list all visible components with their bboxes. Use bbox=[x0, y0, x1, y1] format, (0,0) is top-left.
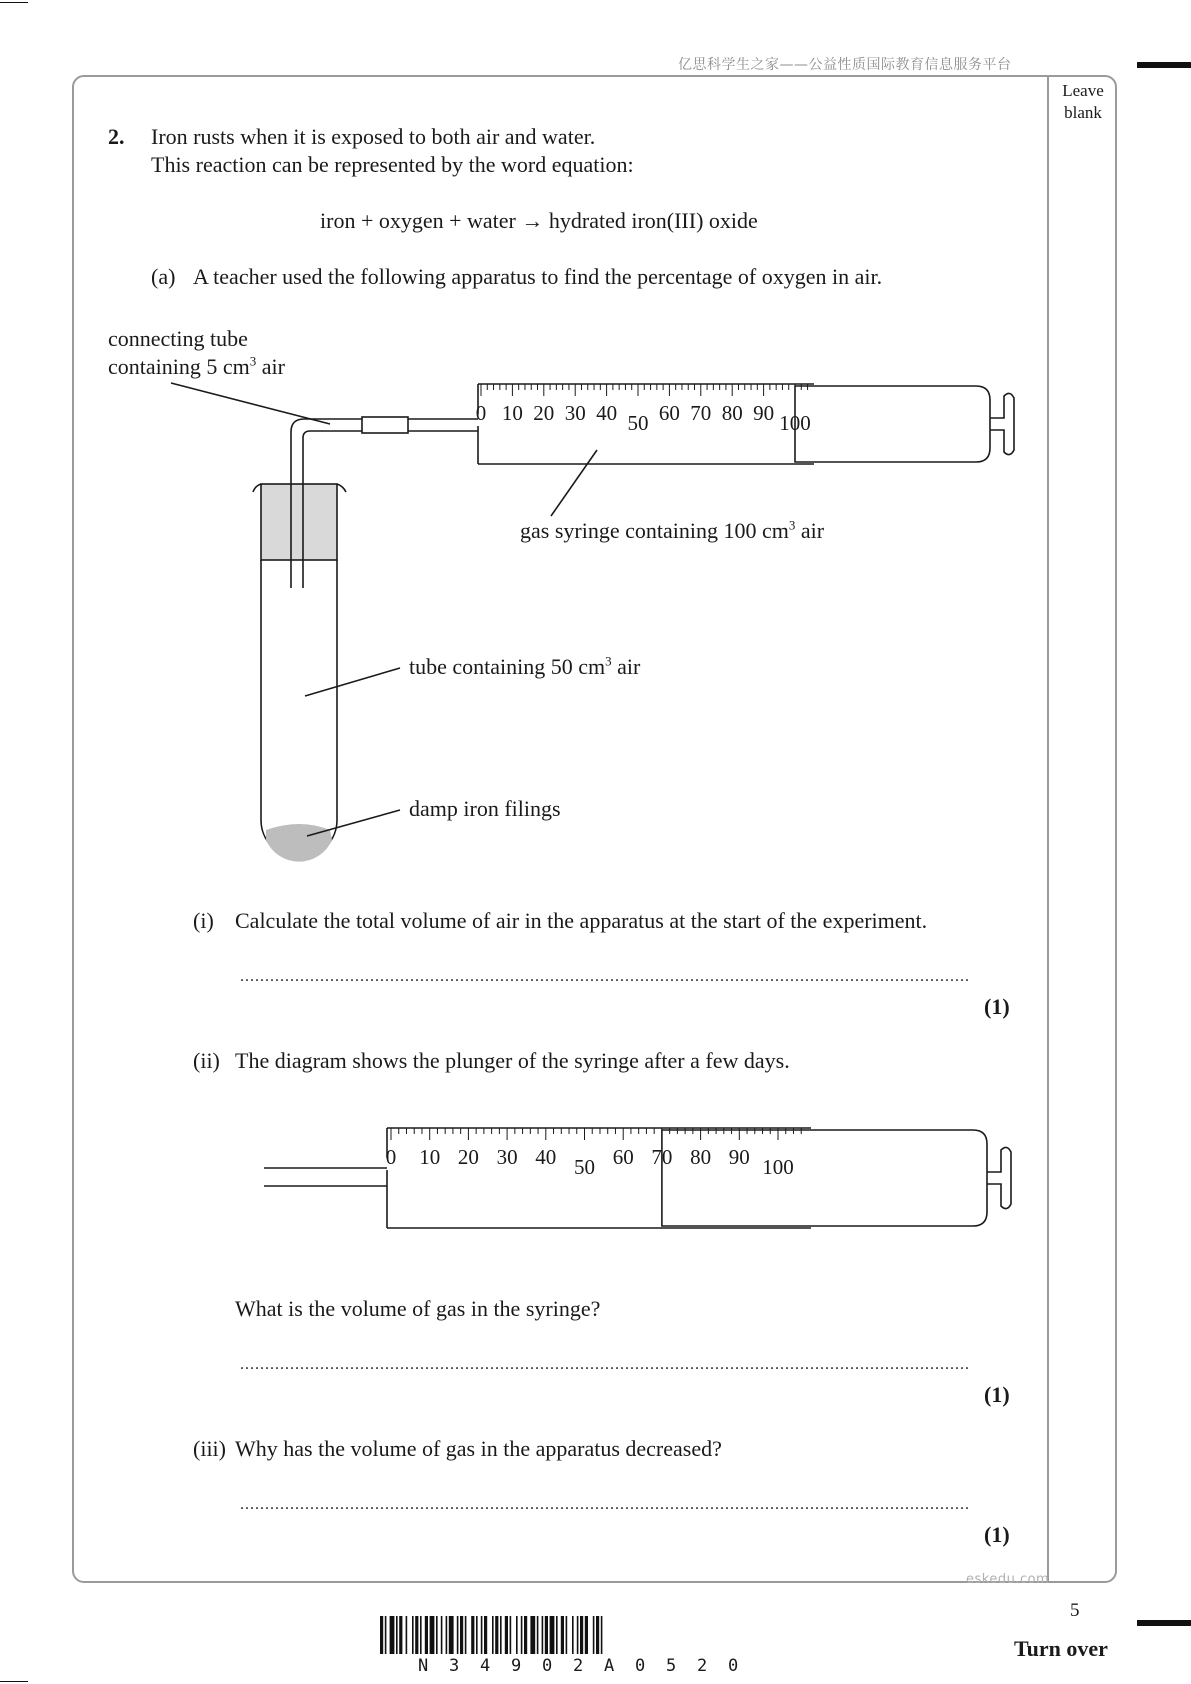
barcode-bar bbox=[380, 1616, 383, 1654]
sub-iii-label: (iii) bbox=[193, 1436, 226, 1461]
barcode-bar bbox=[481, 1616, 483, 1654]
barcode-bar bbox=[436, 1616, 438, 1654]
label-iron-filings: damp iron filings bbox=[409, 796, 561, 821]
marks-ii: (1) bbox=[984, 1382, 1010, 1407]
page-number: 5 bbox=[1070, 1600, 1080, 1621]
answer-line-ii[interactable]: .................................................................................................................................................. bbox=[240, 1356, 970, 1373]
syringe1-scale-100: 100 bbox=[779, 411, 811, 435]
barcode-bar bbox=[566, 1616, 568, 1654]
barcode-bar bbox=[415, 1616, 418, 1654]
label-tube: tube containing 50 $cm^3$ air bbox=[409, 653, 641, 679]
barcode-bar bbox=[545, 1616, 548, 1654]
barcode-bar bbox=[471, 1616, 474, 1654]
question-number: 2. bbox=[108, 124, 125, 149]
sub-ii-label: (ii) bbox=[193, 1048, 220, 1073]
barcode-bar bbox=[495, 1616, 498, 1654]
barcode-bar bbox=[396, 1616, 398, 1654]
syringe1-scale-80: 80 bbox=[721, 401, 743, 425]
barcode-bar bbox=[561, 1616, 564, 1654]
barcode-bar bbox=[556, 1616, 558, 1654]
syringe2-scale-90: 90 bbox=[728, 1145, 750, 1169]
syringe1-scale-30: 30 bbox=[564, 401, 586, 425]
barcode-digit: 5 bbox=[666, 1656, 677, 1676]
syringe1-scale-0: 0 bbox=[475, 401, 487, 425]
syringe2-scale-80: 80 bbox=[690, 1145, 712, 1169]
barcode-bar bbox=[593, 1616, 595, 1654]
barcode-bar bbox=[492, 1616, 494, 1654]
barcode-bar bbox=[521, 1616, 523, 1654]
question-intro-1: Iron rusts when it is exposed to both air and water. bbox=[151, 124, 596, 149]
sub-ii-text: The diagram shows the plunger of the syringe after a few days. bbox=[235, 1048, 790, 1073]
marks-i: (1) bbox=[984, 994, 1010, 1019]
syringe2-scale-0: 0 bbox=[385, 1145, 397, 1169]
watermark-top: 亿思科学生之家——公益性质国际教育信息服务平台 bbox=[678, 57, 1012, 73]
syringe2-scale-40: 40 bbox=[535, 1145, 557, 1169]
syringe1-scale-70: 70 bbox=[690, 401, 712, 425]
part-a-label: (a) bbox=[151, 264, 176, 289]
barcode-bar bbox=[390, 1616, 395, 1654]
blank-word: blank bbox=[1064, 103, 1102, 122]
barcode-digit: 0 bbox=[542, 1656, 553, 1676]
barcode-bar bbox=[484, 1616, 487, 1654]
part-a-text: A teacher used the following apparatus to find the percentage of oxygen in air. bbox=[193, 264, 883, 289]
barcode-bar bbox=[577, 1616, 579, 1654]
barcode-digit: 9 bbox=[511, 1656, 522, 1676]
syringe1-scale-60: 60 bbox=[658, 401, 680, 425]
syringe2-scale-50: 50 bbox=[574, 1155, 595, 1179]
sub-i-text: Calculate the total volume of air in the apparatus at the start of the experiment. bbox=[235, 908, 928, 933]
barcode-digit: A bbox=[604, 1656, 615, 1676]
barcode-bar bbox=[596, 1616, 599, 1654]
sub-iii-text: Why has the volume of gas in the apparatus decreased? bbox=[235, 1436, 722, 1461]
barcode-bar bbox=[420, 1616, 422, 1654]
barcode-bar bbox=[412, 1616, 414, 1654]
barcode-bar bbox=[500, 1616, 502, 1654]
barcode-bar bbox=[441, 1616, 443, 1654]
answer-line-iii[interactable]: .................................................................................................................................................. bbox=[240, 1496, 970, 1513]
turn-over: Turn over bbox=[1014, 1636, 1108, 1661]
barcode-bar bbox=[446, 1616, 448, 1654]
barcode-bar bbox=[430, 1616, 435, 1654]
label-connecting-tube-2: containing 5 $cm^3$ air bbox=[108, 353, 285, 379]
barcode-digit: 2 bbox=[573, 1656, 584, 1676]
barcode-bar bbox=[516, 1616, 518, 1654]
syringe2-scale-60: 60 bbox=[612, 1145, 634, 1169]
barcode-bar bbox=[585, 1616, 588, 1654]
barcode-digit: 4 bbox=[480, 1656, 491, 1676]
barcode-digit: 2 bbox=[697, 1656, 708, 1676]
barcode-bar bbox=[449, 1616, 454, 1654]
barcode-bar bbox=[385, 1616, 387, 1654]
syringe2-scale-20: 20 bbox=[457, 1145, 479, 1169]
barcode-bar bbox=[572, 1616, 574, 1654]
watermark-bottom: eskedu.com bbox=[966, 1572, 1050, 1587]
sub-ii-question: What is the volume of gas in the syringe? bbox=[235, 1296, 601, 1321]
barcode-digit: 0 bbox=[635, 1656, 646, 1676]
syringe1-scale-50: 50 bbox=[627, 411, 649, 435]
sub-i-label: (i) bbox=[193, 908, 214, 933]
answer-line-i[interactable]: .................................................................................................................................................. bbox=[240, 968, 970, 985]
question-intro-2: This reaction can be represented by the word equation: bbox=[151, 152, 634, 177]
barcode-bar bbox=[465, 1616, 467, 1654]
barcode-bar bbox=[399, 1616, 402, 1654]
barcode-bar bbox=[601, 1616, 603, 1654]
leave-word: Leave bbox=[1062, 81, 1104, 100]
barcode-bar bbox=[425, 1616, 428, 1654]
barcode-bar bbox=[542, 1616, 544, 1654]
barcode-bar bbox=[550, 1616, 555, 1654]
barcode-bar bbox=[580, 1616, 583, 1654]
syringe1-scale-90: 90 bbox=[753, 401, 775, 425]
barcode-bar bbox=[505, 1616, 508, 1654]
barcode-digits bbox=[418, 1656, 788, 1678]
barcode-bar bbox=[406, 1616, 408, 1654]
barcode-digit: 3 bbox=[449, 1656, 460, 1676]
syringe2-scale-30: 30 bbox=[496, 1145, 518, 1169]
barcode-digit: 0 bbox=[728, 1656, 739, 1676]
syringe2-scale-100: 100 bbox=[762, 1155, 794, 1179]
label-gas-syringe: gas syringe containing 100 $cm^3$ air bbox=[520, 517, 825, 543]
syringe2-scale-70: 70 bbox=[651, 1145, 673, 1169]
syringe1-scale-40: 40 bbox=[596, 401, 618, 425]
barcode-bar bbox=[530, 1616, 535, 1654]
syringe1-scale-10: 10 bbox=[501, 401, 523, 425]
barcode-bar bbox=[457, 1616, 459, 1654]
syringe2-scale-10: 10 bbox=[419, 1145, 441, 1169]
word-equation: iron + oxygen + water → hydrated iron(III) oxide bbox=[320, 208, 758, 233]
barcode-bar bbox=[524, 1616, 527, 1654]
barcode-bar bbox=[476, 1616, 478, 1654]
barcode-bar bbox=[510, 1616, 512, 1654]
marks-iii: (1) bbox=[984, 1522, 1010, 1547]
barcode-bar bbox=[460, 1616, 463, 1654]
label-connecting-tube-1: connecting tube bbox=[108, 326, 248, 351]
syringe1-scale-20: 20 bbox=[533, 401, 555, 425]
barcode-bar bbox=[537, 1616, 539, 1654]
barcode-digit: N bbox=[418, 1656, 429, 1676]
